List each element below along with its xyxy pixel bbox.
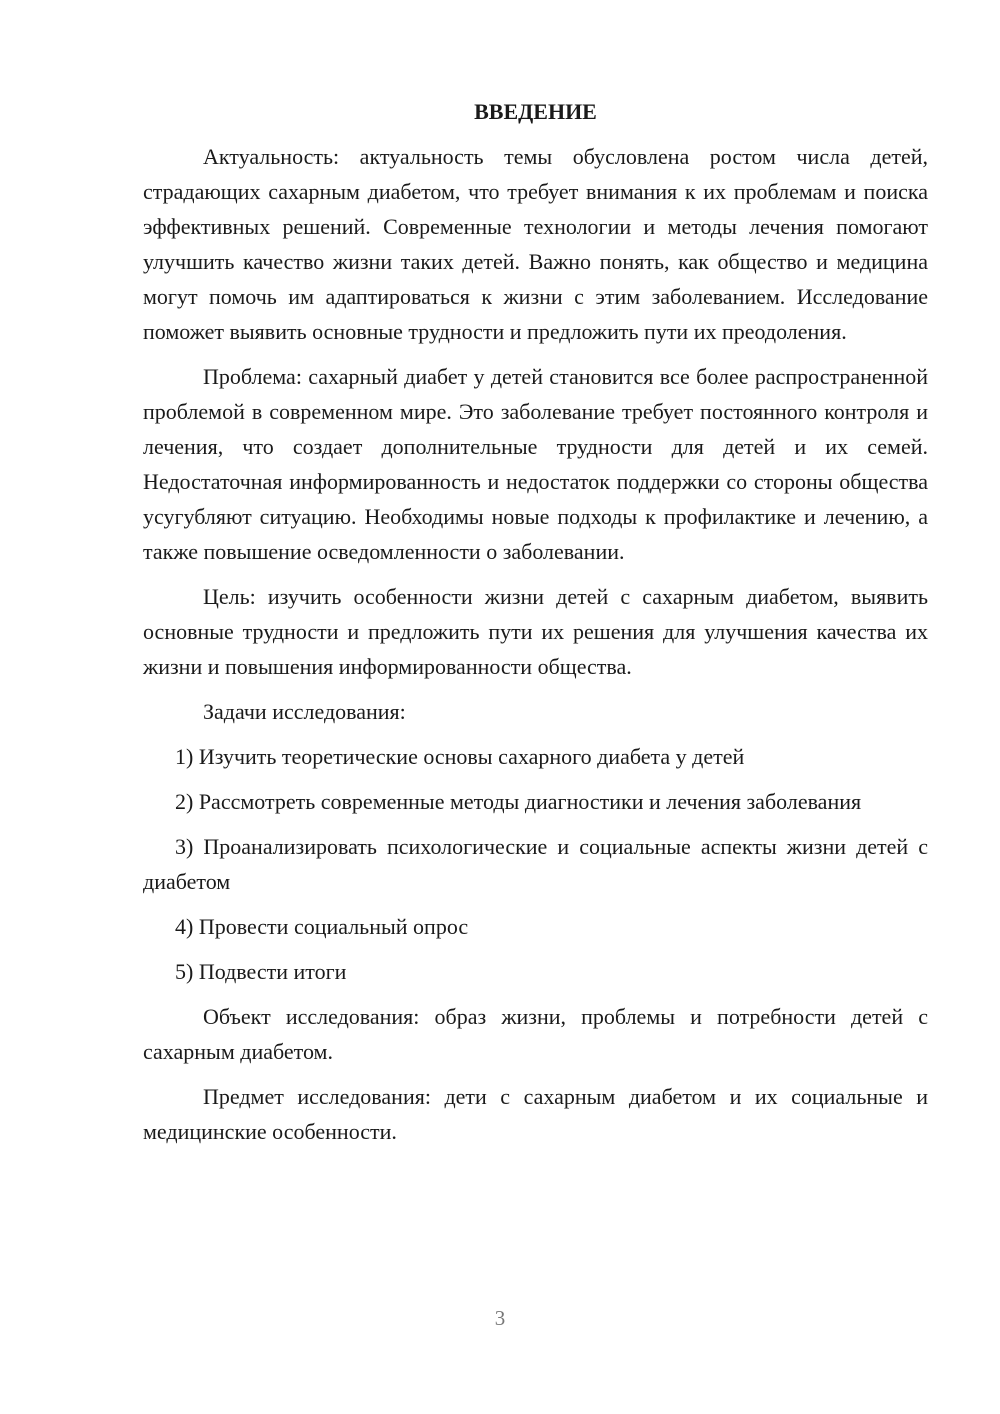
page-title: ВВЕДЕНИЕ <box>474 99 597 124</box>
task-item-2: 2) Рассмотреть современные методы диагностики и лечения заболевания <box>175 789 862 814</box>
subject-paragraph: Предмет исследования: дети с сахарным диабетом и их социальные и медицинские особенности. <box>143 1084 928 1144</box>
task-item-3: 3) Проанализировать психологические и социальные аспекты жизни детей с диабетом <box>143 834 928 894</box>
document-page <box>143 94 928 1159</box>
goal-paragraph: Цель: изучить особенности жизни детей с сахарным диабетом, выявить основные трудности и предложить пути их решения для улучшения качества их жизни и повышения информированности общества. <box>143 584 928 679</box>
problem-paragraph: Проблема: сахарный диабет у детей становится все более распространенной проблемой в современном мире. Это заболевание требует постоянного контроля и лечения, что создает дополнительные трудности для детей и их семей. Недостаточная информированность и недостаток поддержки со стороны общества усугубляют ситуацию. Необходимы новые подходы к профилактике и лечению, а также повышение осведомленности о заболевании. <box>143 364 928 564</box>
page-number: 3 <box>494 1306 506 1330</box>
relevance-paragraph: Актуальность: актуальность темы обусловлена ростом числа детей, страдающих сахарным диабетом, что требует внимания к их проблемам и поиска эффективных решений. Современные технологии и методы лечения помогают улучшить качество жизни таких детей. Важно понять, как общество и медицина могут помочь им адаптироваться к жизни с этим заболеванием. Исследование поможет выявить основные трудности и предложить пути их преодоления. <box>143 144 928 344</box>
object-paragraph: Объект исследования: образ жизни, проблемы и потребности детей с сахарным диабетом. <box>143 1004 928 1064</box>
task-item-1: 1) Изучить теоретические основы сахарного диабета у детей <box>175 744 745 769</box>
task-item-4: 4) Провести социальный опрос <box>175 914 469 939</box>
tasks-heading: Задачи исследования: <box>203 699 406 724</box>
task-item-5: 5) Подвести итоги <box>175 959 347 984</box>
